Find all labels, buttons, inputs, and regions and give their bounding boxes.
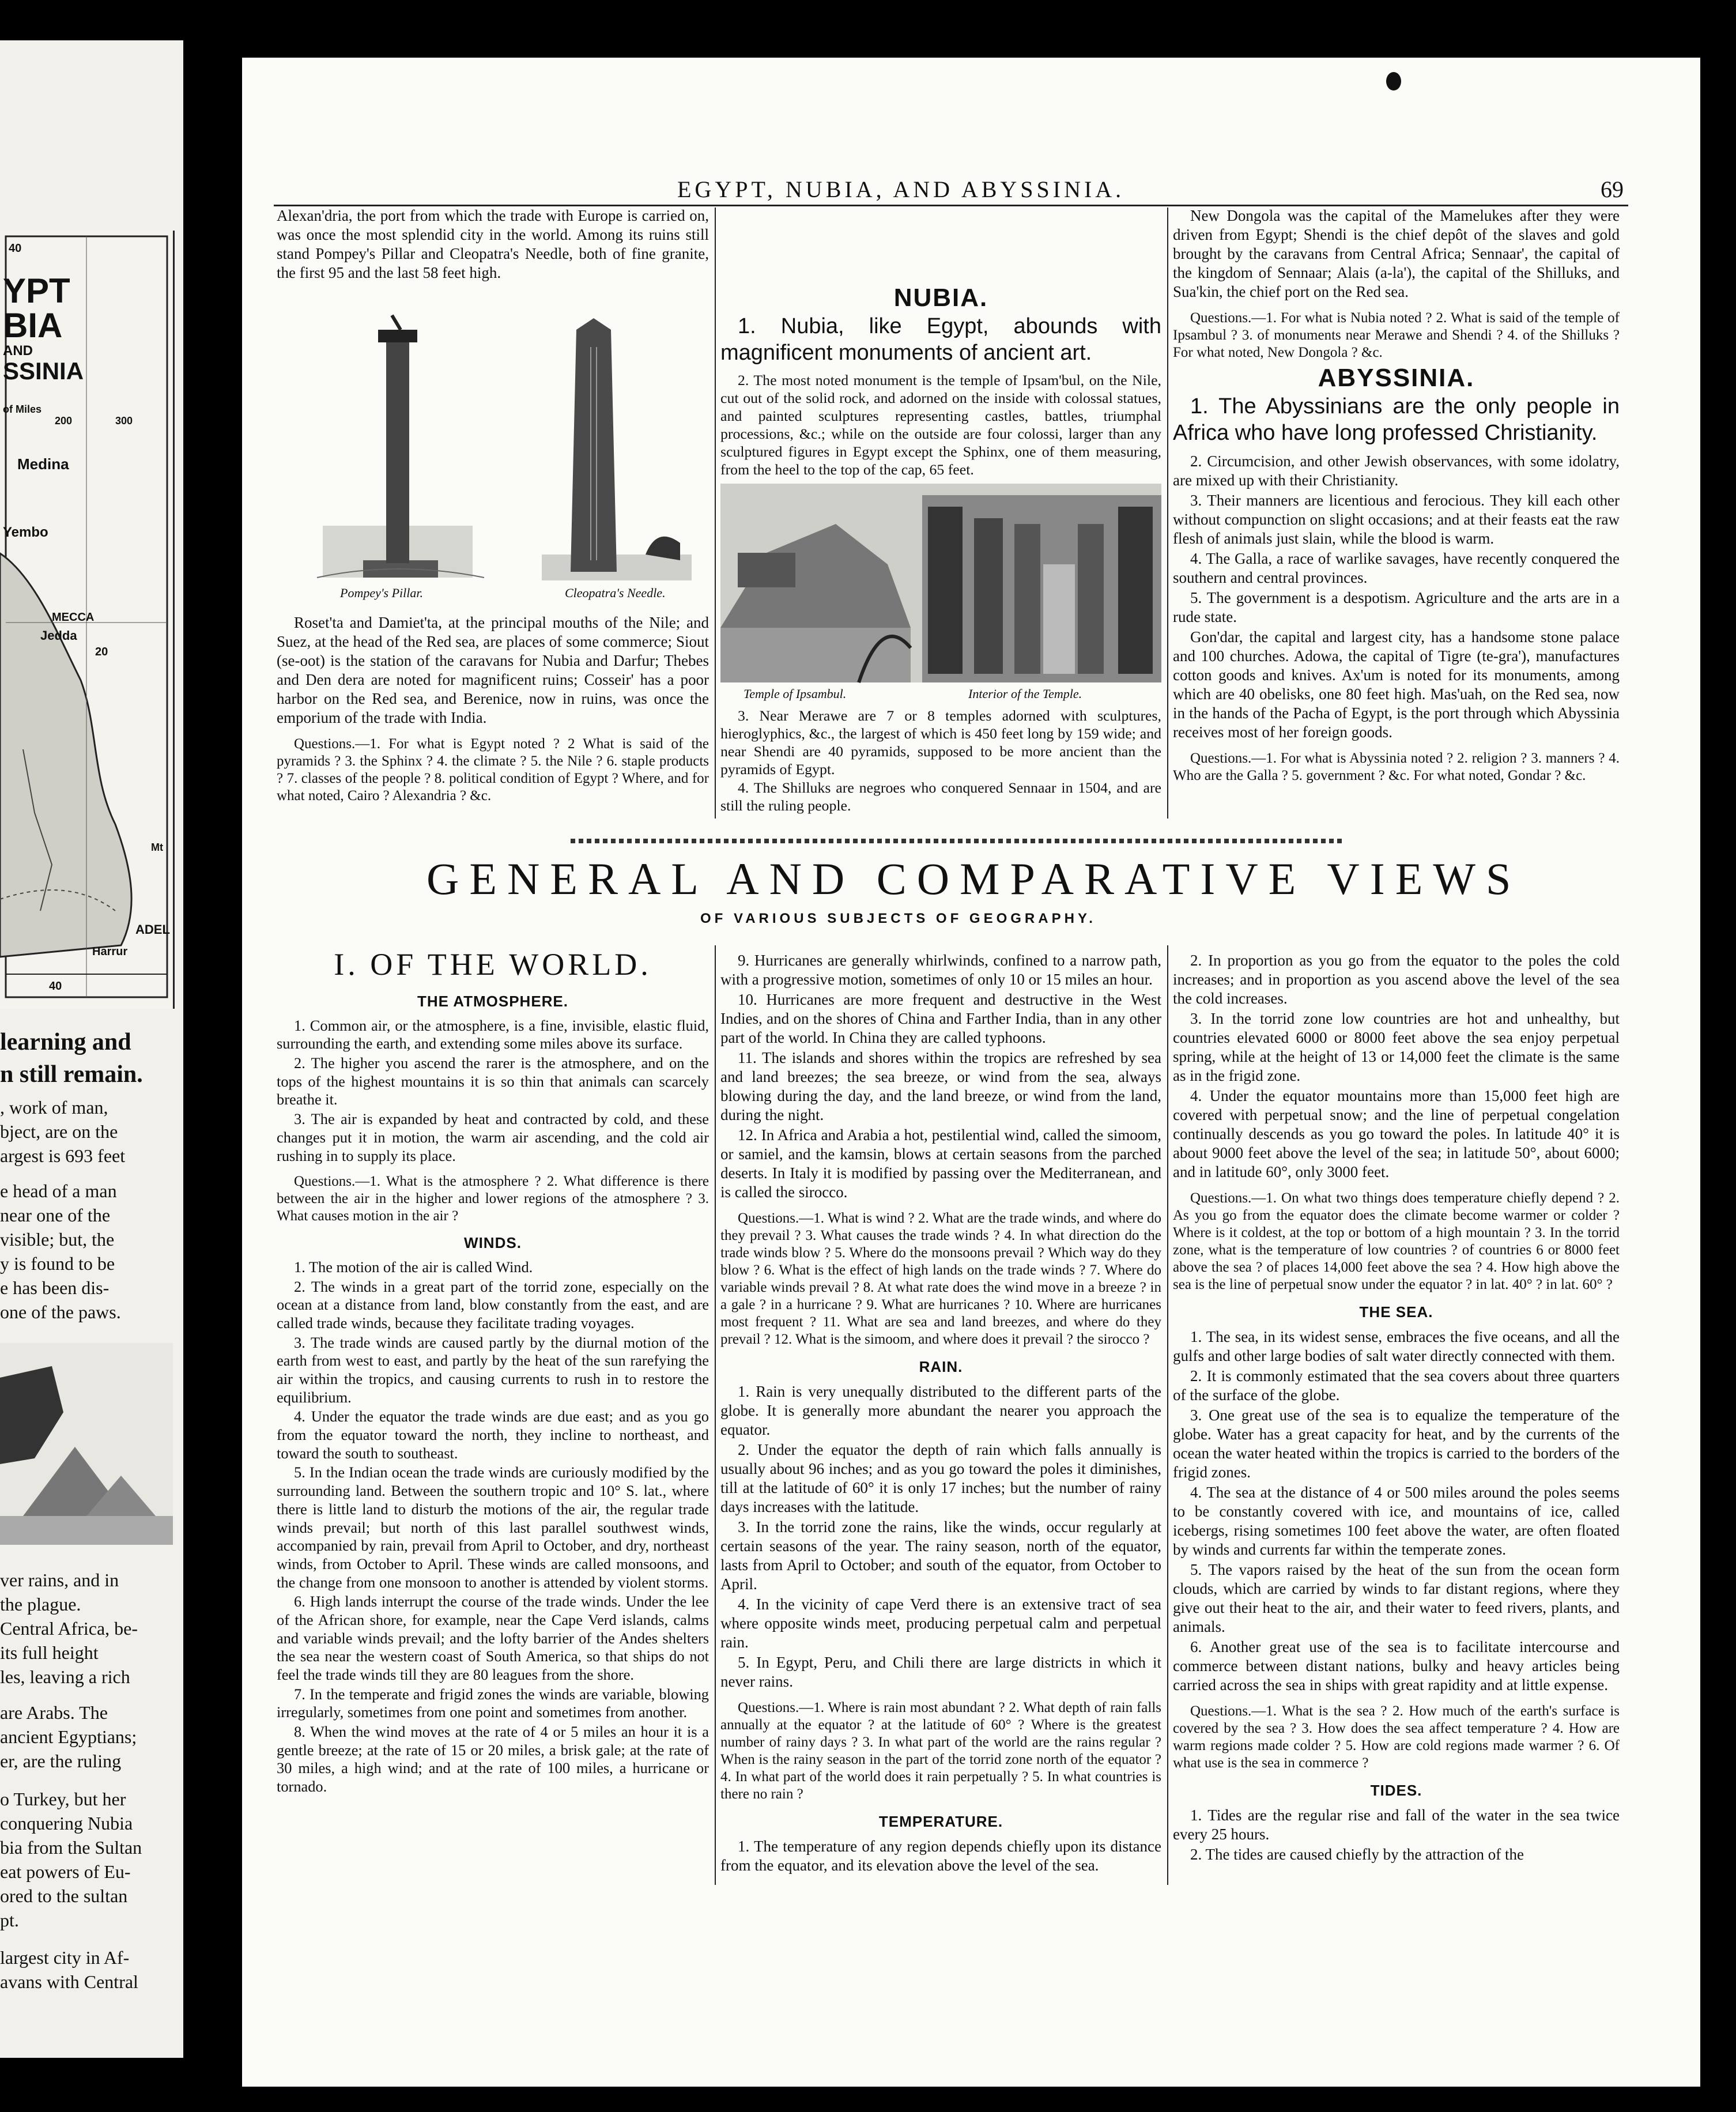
paragraph: 12. In Africa and Arabia a hot, pestilential wind, called the simoom, or samiel, and the kamsin, blows at certain seasons from the parched deserts. In Italy it is modified by passing over the Mediterranean, and is called the sirocco. [720, 1126, 1161, 1201]
column-rule [715, 208, 716, 819]
paragraph: 2. The most noted monument is the temple of Ipsam'bul, on the Nile, cut out of the solid rock, and adorned on the inside with colossal statues, and painted sculptures representing castles, battles, triumphal processions, &c.; while on the outside are four colossi, larger than any sculptured figures in Egypt except the Sphinx, one of them measuring, from the heel to the top of the cap, 65 feet. [720, 371, 1161, 478]
left-text-line: o Turkey, but her [0, 1789, 126, 1809]
caption-interior-of-the-temple: Interior of the Temple. [968, 686, 1082, 701]
left-text-line: visible; but, the [0, 1229, 115, 1250]
paragraph: 3. Their manners are licentious and ferocious. They kill each other without compunction on slight occasions; and at their feasts eat the raw flesh of animals just slain, while the blood is warm. [1173, 492, 1620, 547]
questions: Questions.—1. What is wind ? 2. What are the trade winds, and where do they prevail ? 3. What causes the trade winds ? 4. In what direction do the trade winds blow ? 5. Where do the monsoons prevail ? Which way do they blow ? 6. What is the effect of high lands on the trade winds ? 7. Where do variable winds prevail ? 8. At what rate does the wind move in a breeze ? in a gale ? in a hurricane ? 9. What are hurricanes ? 10. Where are hurricanes most frequent ? 11. What are sea and land breezes, and where do they prevail ? 12. What is the simoom, and where does it prevail ? the sirocco ? [720, 1210, 1161, 1347]
left-text-line: eat powers of Eu- [0, 1861, 131, 1882]
map-label: SSINIA [3, 357, 84, 384]
previous-page-strip [0, 40, 183, 2058]
paragraph: 2. The winds in a great part of the torrid zone, especially on the ocean at a distance from land, blow constantly from the east, and are called trade winds, because they facilitate trading voyages. [277, 1277, 709, 1332]
column-rule [1167, 208, 1168, 819]
left-text-line: y is found to be [0, 1253, 115, 1274]
left-text-line: ored to the sultan [0, 1885, 128, 1906]
subsection-title-temperature: TEMPERATURE. [878, 1813, 1003, 1830]
left-text-line: e head of a man [0, 1181, 117, 1201]
section-title-nubia: NUBIA. [893, 284, 988, 312]
paragraph: 1. Tides are the regular rise and fall of the water in the sea twice every 25 hours. [1173, 1806, 1620, 1843]
caption-cleopatras-needle: Cleopatra's Needle. [565, 586, 666, 600]
map-label: of Miles [3, 403, 42, 415]
paragraph: 3. One great use of the sea is to equalize the temperature of the globe. Water has a great capacity for heat, and by the currents of the ocean the water heated within the tropics is carried to the borders of the frigid zones. [1173, 1406, 1620, 1481]
paragraph: 3. In the torrid zone low countries are hot and unhealthy, but countries elevated 6000 or 8000 feet above the sea enjoy perpetual spring, while at the height of 13 or 14,000 feet the climate is the same as in the frigid zone. [1173, 1010, 1620, 1084]
questions: Questions.—1. For what is Egypt noted ? 2 What is said of the pyramids ? 3. the Sphinx ? 4. the climate ? 5. the Nile ? 6. staple products ? 7. classes of the people ? 8. political condition of Egypt ? Where, and for what noted, Cairo ? Alexandria ? &c. [277, 736, 709, 804]
map-label: Mt [151, 842, 163, 853]
paragraph: 6. Another great use of the sea is to facilitate intercourse and commerce between distant nations, bulky and heavy articles being carried across the sea in ships with great rapidity and at little expense. [1173, 1638, 1620, 1694]
paragraph: 9. Hurricanes are generally whirlwinds, confined to a narrow path, with a progressive motion, sometimes of only 10 or 15 miles an hour. [720, 952, 1161, 988]
left-text-line: , work of man, [0, 1097, 108, 1118]
left-text-line: are Arabs. The [0, 1702, 108, 1723]
paragraph: 4. Under the equator mountains more than 15,000 feet high are covered with perpetual snow; and the line of perpetual congelation continually descends as you go toward the poles. In latitude 40° it is about 9000 feet above the level of the sea; in latitude 50°, about 6000; and in latitude 60°, only 3000 feet. [1173, 1087, 1620, 1181]
paragraph: New Dongola was the capital of the Mamelukes after they were driven from Egypt; Shendi is the chief depôt of the slaves and gold brought by the caravans from Central Africa; Sennaar', the capital of the kingdom of Sennaar; Alais (a-la'), the capital of the Shilluks, and Sua'kin, the chief port on the Red sea. [1173, 207, 1620, 300]
subsection-title-rain: RAIN. [919, 1358, 963, 1375]
paragraph: 4. In the vicinity of cape Verd there is an extensive tract of sea where opposite winds meet, producing perpetual calm and perpetual rain. [720, 1596, 1161, 1651]
paragraph: 11. The islands and shores within the tropics are refreshed by sea and land breezes; the sea breeze, or wind from the sea, always blowing during the day, and the land breeze, or wind from the land, during the night. [720, 1049, 1161, 1123]
paragraph: 3. In the torrid zone the rains, like the winds, occur regularly at certain seasons of the year. The rainy season, north of the equator, lasts from April to October; and south of the equator, from October to April. [720, 1518, 1161, 1593]
questions: Questions.—1. What is the atmosphere ? 2. What difference is there between the air in the higher and lower regions of the atmosphere ? 3. What causes motion in the air ? [277, 1174, 709, 1224]
paragraph: 7. In the temperate and frigid zones the winds are variable, blowing irregularly, sometimes from one point and sometimes from another. [277, 1685, 709, 1721]
lead-paragraph: 1. Nubia, like Egypt, abounds with magnificent monuments of ancient art. [720, 314, 1161, 365]
world-column-2 [720, 951, 1161, 1876]
paragraph: 2. In proportion as you go from the equator to the poles the cold increases; and in proportion as you ascend above the level of the sea the cold increases. [1173, 952, 1620, 1007]
paragraph: Alexan'dria, the port from which the trade with Europe is carried on, was once the most splendid city in the world. Among its ruins still stand Pompey's Pillar and Cleopatra's Needle, both of fine granite, the first 95 and the last 58 feet high. [277, 207, 709, 281]
running-title: EGYPT, NUBIA, AND ABYSSINIA. [677, 176, 1125, 202]
map-label: 300 [115, 415, 133, 427]
temple-of-ipsambul-engraving [720, 484, 1161, 703]
engravings-row [277, 284, 709, 606]
questions: Questions.—1. For what is Abyssinia noted ? 2. religion ? 3. manners ? 4. Who are the Galla ? 5. government ? &c. For what noted, Gondar ? &c. [1173, 750, 1620, 783]
paragraph: 3. Near Merawe are 7 or 8 temples adorned with sculptures, hieroglyphics, &c., the largest of which is 450 feet long by 159 wide; and near Shendi are 40 pyramids, supposed to be more ancient than the pyramids of Egypt. [720, 707, 1161, 778]
map-label: Medina [17, 455, 69, 473]
subsection-title-the-sea: THE SEA. [1359, 1303, 1433, 1321]
left-text-line: near one of the [0, 1205, 111, 1225]
left-text-line: pt. [0, 1910, 19, 1930]
paragraph: 2. The tides are caused chiefly by the attraction of the [1190, 1846, 1524, 1863]
left-text-line: the plague. [0, 1594, 81, 1615]
paragraph: 1. Rain is very unequally distributed to the different parts of the globe. It is generally more abundant the nearer you approach the equator. [720, 1383, 1161, 1438]
ornamental-divider [571, 839, 1343, 843]
part-title: I. OF THE WORLD. [334, 947, 652, 982]
abyssinia-column [1173, 206, 1620, 786]
left-text-line: Central Africa, be- [0, 1618, 138, 1639]
paragraph: 1. Common air, or the atmosphere, is a fine, invisible, elastic fluid, surrounding the earth, and extending some miles above its surface. [277, 1016, 709, 1053]
map-label: ADEL [135, 922, 170, 937]
paragraph: 10. Hurricanes are more frequent and destructive in the West Indies, and on the shores of China and Farther India, than in any other part of the world. In China they are called typhoons. [720, 991, 1161, 1046]
paragraph: 4. Under the equator the trade winds are due east; and as you go from the equator toward the north, they incline to northeast, and toward the south to southeast. [277, 1408, 709, 1462]
paragraph: 8. When the wind moves at the rate of 4 or 5 miles an hour it is a gentle breeze; at the rate of 15 or 20 miles, a brisk gale; at the rate of 30 miles, a high wind; and at the rate of 100 miles, a hurricane or tornado. [277, 1723, 709, 1796]
world-column-1 [277, 945, 709, 1797]
page-number: 69 [1601, 176, 1624, 202]
paragraph: 4. The Shilluks are negroes who conquered Sennaar in 1504, and are still the ruling people. [720, 779, 1161, 814]
map-label: Harrur [92, 945, 128, 958]
left-text-line: conquering Nubia [0, 1813, 133, 1834]
paragraph: Roset'ta and Damiet'ta, at the principal mouths of the Nile; and Suez, at the head of the Red sea, are places of some commerce; Siout (se-oot) is the station of the caravans for Nubia and Darfur; Thebes and Den dera are noted for magnificent ruins; Cosseir' has a poor harbor on the Red sea, and Berenice, now in ruins, was once the emporium of the trade with India. [277, 614, 709, 726]
paragraph: 5. The vapors raised by the heat of the sun from the ocean form clouds, which are carried by winds to far distant regions, where they give out their heat to the air, and their water to feed rivers, plants, and animals. [1173, 1561, 1620, 1635]
lead-paragraph: 1. The Abyssinians are the only people in Africa who have long professed Christianity. [1173, 394, 1620, 445]
nubia-column [720, 282, 1161, 816]
paragraph: 4. The sea at the distance of 4 or 500 miles around the poles seems to be constantly covered with ice, and mountains of ice, called icebergs, rising sometimes 100 feet above the water, are often floated by winds and currents far within the temperate zones. [1173, 1484, 1620, 1558]
map-label: Jedda [40, 628, 77, 643]
column-rule [1167, 945, 1168, 1885]
map-label: YPT [3, 271, 70, 310]
left-text-line: its full height [0, 1642, 99, 1663]
paragraph: 2. The higher you ascend the rarer is the atmosphere, and on the tops of the highest mountains it is so thin that animals can scarcely breathe it. [277, 1054, 709, 1108]
map-of-egypt-nubia-abyssinia [0, 231, 175, 1009]
left-text-line: er, are the ruling [0, 1751, 122, 1771]
questions: Questions.—1. What is the sea ? 2. How much of the earth's surface is covered by the sea ? 3. How does the sea affect temperature ? 4. How are warm regions made colder ? 5. How are cold regions made warmer ? 6. Of what use is the sea in commerce ? [1173, 1703, 1620, 1771]
map-label: MECCA [52, 611, 95, 624]
map-label: 40 [49, 980, 62, 993]
paragraph: 5. The government is a despotism. Agriculture and the arts are in a rude state. [1173, 589, 1620, 625]
sphinx-engraving-fragment [0, 1343, 173, 1545]
left-text-line: argest is 693 feet [0, 1145, 126, 1166]
column-rule [715, 945, 716, 1885]
pompeys-pillar-and-cleopatras-needle-engraving [277, 284, 709, 606]
left-text-line: bia from the Sultan [0, 1837, 142, 1858]
map-label: 200 [55, 415, 73, 427]
paragraph: 2. Under the equator the depth of rain which falls annually is usually about 96 inches; and as you go toward the poles it diminishes, till at the latitude of 60° it is only 17 inches; but the number of rainy days increases with the latitude. [720, 1441, 1161, 1515]
map-label: Yembo [3, 525, 48, 540]
paragraph: 5. In Egypt, Peru, and Chili there are large districts in which it never rains. [720, 1654, 1161, 1690]
paragraph: 1. The motion of the air is called Wind. [294, 1258, 533, 1276]
paragraph: 1. The sea, in its widest sense, embraces the five oceans, and all the gulfs and other large bodies of salt water directly connected with them. [1173, 1328, 1620, 1364]
temple-engravings-row [720, 484, 1161, 703]
left-text-line: n still remain. [0, 1061, 143, 1088]
subsection-title-winds: WINDS. [464, 1234, 522, 1252]
paragraph: 3. The trade winds are caused partly by the diurnal motion of the earth from west to east, and partly by the heat of the sun rarefying the air within the tropics, and causing currents to rush in to restore the equilibrium. [277, 1333, 709, 1406]
paragraph: 1. The temperature of any region depends chiefly upon its distance from the equator, and its elevation above the level of the sea. [720, 1838, 1161, 1874]
left-text-line: bject, are on the [0, 1121, 118, 1142]
paragraph: 3. The air is expanded by heat and contracted by cold, and these changes put it in motion, the warm air ascending, and the cold air rushing in to supply its place. [277, 1110, 709, 1164]
left-text-line: largest city in Af- [0, 1947, 130, 1968]
paragraph: 5. In the Indian ocean the trade winds are curiously modified by the surrounding land. Between the southern tropic and 10° S. lat., where there is little land to disturb the motions of the air, the regular trade winds prevail; but north of this last parallel southwest winds, accompanied by rain, prevail from April to October, and dry, northeast winds, from October to April. These winds are called monsoons, and the change from one monsoon to another is attended by violent storms. [277, 1464, 709, 1591]
section-title-abyssinia: ABYSSINIA. [1318, 364, 1475, 392]
paragraph: Gon'dar, the capital and largest city, has a handsome stone palace and 100 churches. Adowa, the capital of Tigre (te-gra'), manufactures cotton goods and knives. Ax'um is noted for its monuments, among which are 40 obelisks, one 80 feet high. Mas'uah, on the Red sea, now in the hands of the Pacha of Egypt, is the port through which Abyssinia receives most of her foreign goods. [1173, 628, 1620, 741]
general-title: GENERAL AND COMPARATIVE VIEWS [427, 854, 1522, 904]
world-column-3 [1173, 951, 1620, 1865]
left-text-line: avans with Central [0, 1971, 138, 1992]
left-text-line: les, leaving a rich [0, 1666, 130, 1687]
map-label: BIA [3, 306, 63, 345]
left-text-line: e has been dis- [0, 1277, 110, 1298]
map-label: 20 [95, 646, 108, 658]
questions: Questions.—1. On what two things does temperature chiefly depend ? 2. As you go from the equator does the climate become warmer or colder ? Where is it coldest, at the top or bottom of a high mountain ? 3. In the torrid zone, what is the temperature of low countries ? of countries 6 or 8000 feet above the sea ? of places 14,000 feet above the sea ? 4. How high above the sea is the line of perpetual snow under the equator ? in lat. 40° ? in lat. 60° ? [1173, 1190, 1620, 1292]
left-text-line: ver rains, and in [0, 1570, 119, 1590]
paragraph: 6. High lands interrupt the course of the trade winds. Under the lee of the African shore, for example, near the Cape Verd islands, calms and variable winds prevail; and the lofty barrier of the Andes shelters the sea near the western coast of South America, so that ships do not feel the trade winds till they are 80 leagues from the shore. [277, 1593, 709, 1683]
subsection-title-tides: TIDES. [1370, 1782, 1422, 1799]
egypt-column [277, 206, 709, 806]
paragraph: 2. It is commonly estimated that the sea covers about three quarters of the surface of the globe. [1173, 1367, 1620, 1404]
paragraph: 2. Circumcision, and other Jewish observances, with some idolatry, are mixed up with their Christianity. [1173, 452, 1620, 489]
left-text-line: ancient Egyptians; [0, 1726, 137, 1747]
subsection-title-atmosphere: THE ATMOSPHERE. [417, 993, 568, 1010]
left-text-line: learning and [0, 1029, 131, 1055]
caption-pompeys-pillar: Pompey's Pillar. [340, 586, 424, 600]
map-label: AND [3, 343, 33, 359]
questions: Questions.—1. For what is Nubia noted ? 2. What is said of the temple of Ipsambul ? 3. of monuments near Merawe and Shendi ? 4. of the Shilluks ? For what noted, New Dongola ? &c. [1173, 310, 1620, 360]
paragraph: 4. The Galla, a race of warlike savages, have recently conquered the southern and central provinces. [1173, 550, 1620, 586]
map-label: 40 [9, 242, 22, 255]
caption-temple-of-ipsambul: Temple of Ipsambul. [744, 686, 847, 701]
ink-spot [1386, 72, 1401, 90]
general-subtitle: OF VARIOUS SUBJECTS OF GEOGRAPHY. [700, 911, 1096, 926]
left-text-line: one of the paws. [0, 1302, 121, 1322]
questions: Questions.—1. Where is rain most abundant ? 2. What depth of rain falls annually at the equator ? at the latitude of 60° ? Where is the greatest number of rainy days ? 3. In what part of the world are the rains regular ? When is the rainy season in the part of the torrid zone north of the equator ? 4. In what part of the world does it rain perpetually ? 5. In what countries is there no rain ? [720, 1700, 1161, 1802]
